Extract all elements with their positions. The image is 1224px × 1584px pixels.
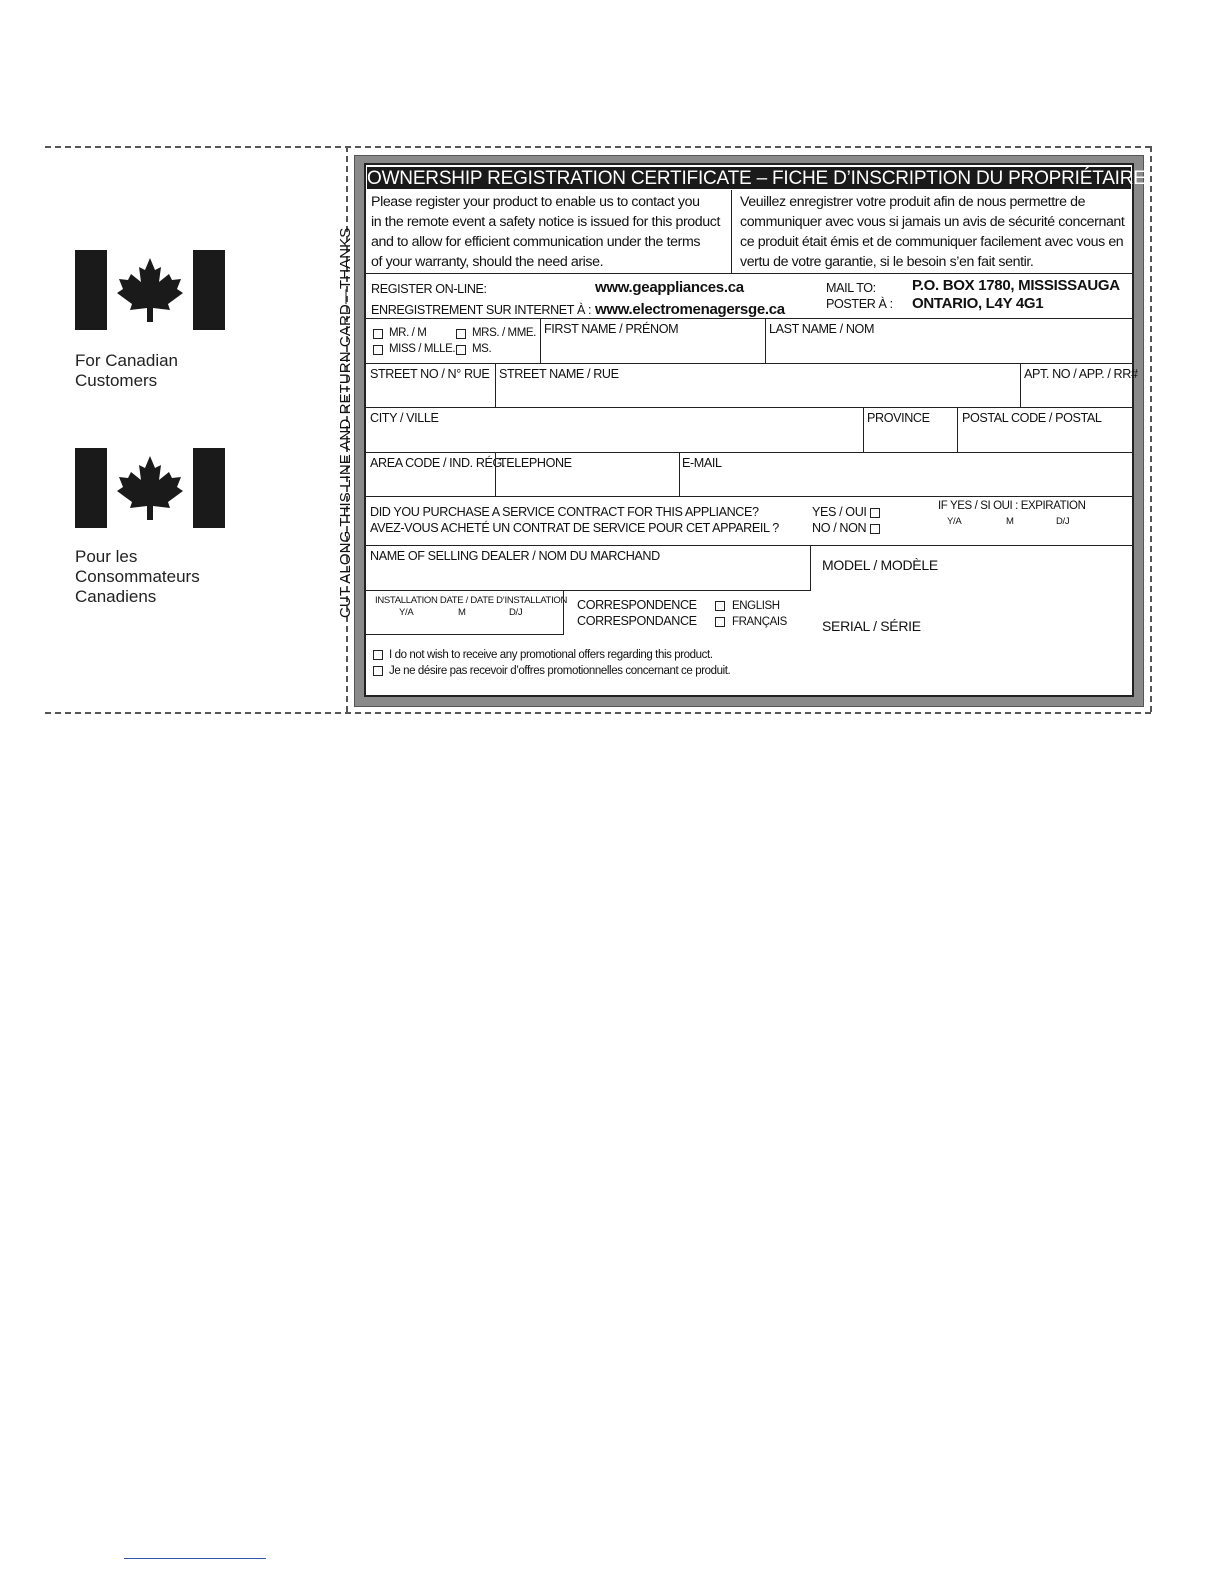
- divider: [731, 190, 732, 273]
- divider: [957, 407, 958, 452]
- mrs-checkbox[interactable]: [456, 329, 466, 339]
- intro-fr: Veuillez enregistrer votre produit afin de nous permettre de communiquer avec vous si jamais un avis de sécurité concernant ce produit était émis et de communiquer facilement avec vous en vertu de votre garantie, si le besoin s’en fait sentir.: [740, 194, 1125, 270]
- divider: [765, 318, 766, 363]
- area-code-field[interactable]: AREA CODE / IND. RÉG.: [370, 456, 506, 470]
- telephone-field[interactable]: TELEPHONE: [499, 456, 572, 470]
- divider: [366, 452, 1132, 453]
- mr-label: MR. / M: [389, 327, 427, 339]
- yes-label: YES / OUI: [812, 505, 867, 519]
- divider: [679, 452, 680, 496]
- intro-en: Please register your product to enable us to contact you in the remote event a safety notice is issued for this product and to allow for efficient communication under the terms of your warranty, should the need arise.: [371, 194, 721, 270]
- divider: [366, 590, 811, 591]
- install-month: M: [458, 607, 466, 618]
- first-name-field[interactable]: FIRST NAME / PRÉNOM: [544, 322, 679, 336]
- canada-flag-icon: [75, 250, 225, 330]
- divider: [495, 452, 496, 496]
- city-field[interactable]: CITY / VILLE: [370, 411, 439, 425]
- service-question-en: DID YOU PURCHASE A SERVICE CONTRACT FOR THIS APPLIANCE?: [370, 505, 759, 519]
- email-field[interactable]: E-MAIL: [682, 456, 722, 470]
- exp-day: D/J: [1056, 516, 1070, 527]
- ms-checkbox[interactable]: [456, 345, 466, 355]
- no-checkbox[interactable]: [870, 524, 880, 534]
- optout-en: I do not wish to receive any promotional offers regarding this product.: [389, 649, 713, 661]
- optout-fr: Je ne désire pas recevoir d’offres promotionnelles concernant ce produit.: [389, 665, 731, 677]
- divider: [366, 407, 1132, 408]
- caption-en: For Canadian Customers: [75, 351, 179, 390]
- canada-flag-icon: [75, 448, 225, 528]
- address-line1: P.O. BOX 1780, MISSISSAUGA: [912, 277, 1120, 294]
- divider: [366, 318, 1132, 319]
- yes-checkbox[interactable]: [870, 508, 880, 518]
- divider: [366, 496, 1132, 497]
- register-online-label: REGISTER ON-LINE:: [371, 282, 487, 296]
- correspondence-fr: CORRESPONDANCE: [577, 614, 697, 628]
- postal-code-field[interactable]: POSTAL CODE / POSTAL: [962, 411, 1102, 425]
- caption-fr: Pour les Consommateurs Canadiens: [75, 547, 200, 606]
- divider: [366, 273, 1132, 274]
- cut-line-bottom: [45, 712, 1151, 714]
- mr-checkbox[interactable]: [373, 329, 383, 339]
- last-name-field[interactable]: LAST NAME / NOM: [769, 322, 875, 336]
- divider: [810, 545, 811, 590]
- francais-checkbox[interactable]: [715, 617, 725, 627]
- serial-field[interactable]: SERIAL / SÉRIE: [822, 618, 921, 634]
- english-checkbox[interactable]: [715, 601, 725, 611]
- expiration-label: IF YES / SI OUI : EXPIRATION: [938, 500, 1086, 512]
- ms-label: MS.: [472, 343, 492, 355]
- install-year: Y/A: [399, 607, 414, 618]
- cut-line-right: [1150, 146, 1152, 712]
- mrs-label: MRS. / MME.: [472, 327, 536, 339]
- model-field[interactable]: MODEL / MODÈLE: [822, 557, 938, 573]
- address-line2: ONTARIO, L4Y 4G1: [912, 295, 1044, 312]
- exp-month: M: [1006, 516, 1014, 527]
- street-name-field[interactable]: STREET NAME / RUE: [499, 367, 619, 381]
- divider: [563, 590, 564, 634]
- francais-label: FRANÇAIS: [732, 616, 787, 628]
- service-question-fr: AVEZ-VOUS ACHETÉ UN CONTRAT DE SERVICE POUR CET APPAREIL ?: [370, 521, 779, 535]
- divider: [495, 363, 496, 407]
- install-day: D/J: [509, 607, 523, 618]
- poster-label: POSTER À :: [826, 297, 893, 311]
- divider: [366, 363, 1132, 364]
- english-label: ENGLISH: [732, 600, 780, 612]
- street-no-field[interactable]: STREET NO / N° RUE: [370, 367, 490, 381]
- divider: [540, 318, 541, 363]
- miss-label: MISS / MLLE.: [389, 343, 456, 355]
- no-label: NO / NON: [812, 521, 867, 535]
- register-online-url[interactable]: www.geappliances.ca: [595, 279, 744, 296]
- apt-field[interactable]: APT. NO / APP. / RR#: [1024, 367, 1138, 381]
- cut-instruction: CUT ALONG THIS LINE AND RETURN CARD—THANKS: [337, 227, 354, 618]
- register-fr-label: ENREGISTREMENT SUR INTERNET À :: [371, 303, 592, 317]
- optout-en-checkbox[interactable]: [373, 650, 383, 660]
- dealer-field[interactable]: NAME OF SELLING DEALER / NOM DU MARCHAND: [370, 549, 660, 563]
- correspondence-en: CORRESPONDENCE: [577, 598, 697, 612]
- mail-to-label: MAIL TO:: [826, 281, 876, 295]
- cut-line-top: [45, 146, 1151, 148]
- card-title: OWNERSHIP REGISTRATION CERTIFICATE – FICHE D’INSCRIPTION DU PROPRIÉTAIRE: [367, 168, 1146, 189]
- divider: [863, 407, 864, 452]
- province-field[interactable]: PROVINCE: [867, 411, 930, 425]
- register-fr-url[interactable]: www.electromenagersge.ca: [595, 301, 785, 318]
- divider: [366, 545, 1132, 546]
- miss-checkbox[interactable]: [373, 345, 383, 355]
- install-date-field[interactable]: INSTALLATION DATE / DATE D’INSTALLATION: [375, 595, 568, 606]
- optout-fr-checkbox[interactable]: [373, 666, 383, 676]
- footer-rule: [124, 1558, 266, 1559]
- divider: [366, 634, 564, 635]
- exp-year: Y/A: [947, 516, 962, 527]
- divider: [1020, 363, 1021, 407]
